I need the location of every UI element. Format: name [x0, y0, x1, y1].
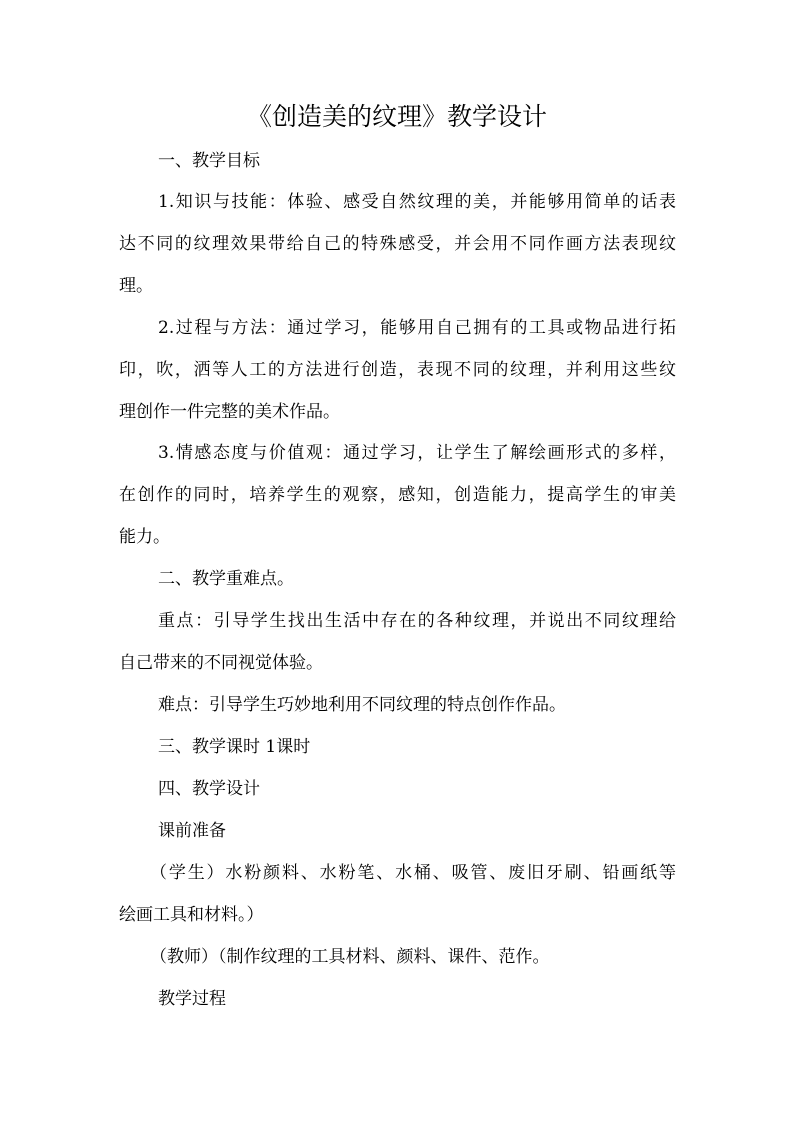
paragraph-line: 2.过程与方法：通过学习，能够用自己拥有的工具或物品进行拓 [158, 318, 676, 338]
subheading-preparation: 课前准备 [158, 821, 226, 841]
paragraph-line: 1.知识与技能：体验、感受自然纹理的美，并能够用简单的话表 [158, 192, 676, 212]
paragraph-line: （学生）水粉颜料、水粉笔、水桶、吸管、废旧牙刷、铅画纸等 [150, 863, 676, 883]
section-heading-objectives: 一、教学目标 [158, 151, 260, 171]
paragraph-line: 绘画工具和材料。） [119, 905, 264, 925]
paragraph-line: 难点：引导学生巧妙地利用不同纹理的特点创作作品。 [158, 695, 566, 715]
section-heading-class-hours: 三、教学课时 1课时 [158, 737, 311, 757]
paragraph-line: 3.情感态度与价值观：通过学习，让学生了解绘画形式的多样， [158, 443, 676, 463]
paragraph-line: 印，吹，洒等人工的方法进行创造，表现不同的纹理，并利用这些纹 [119, 360, 676, 380]
paragraph-line: 重点：引导学生找出生活中存在的各种纹理，并说出不同纹理给 [158, 611, 676, 631]
paragraph-line: （教师）（制作纹理的工具材料、颜料、课件、范作。 [150, 947, 550, 967]
section-heading-design: 四、教学设计 [158, 779, 260, 799]
document-title: 《创造美的纹理》教学设计 [246, 102, 547, 131]
paragraph-line: 理创作一件完整的美术作品。 [119, 402, 340, 422]
paragraph-line: 在创作的同时，培养学生的观察，感知，创造能力，提高学生的审美 [119, 485, 676, 505]
paragraph-line: 达不同的纹理效果带给自己的特殊感受，并会用不同作画方法表现纹 [119, 234, 676, 254]
section-heading-key-points: 二、教学重难点。 [158, 569, 294, 589]
paragraph-line: 能力。 [119, 527, 170, 547]
paragraph-line: 自己带来的不同视觉体验。 [119, 653, 323, 673]
paragraph-line: 理。 [119, 276, 153, 296]
subheading-teaching-process: 教学过程 [158, 989, 226, 1009]
